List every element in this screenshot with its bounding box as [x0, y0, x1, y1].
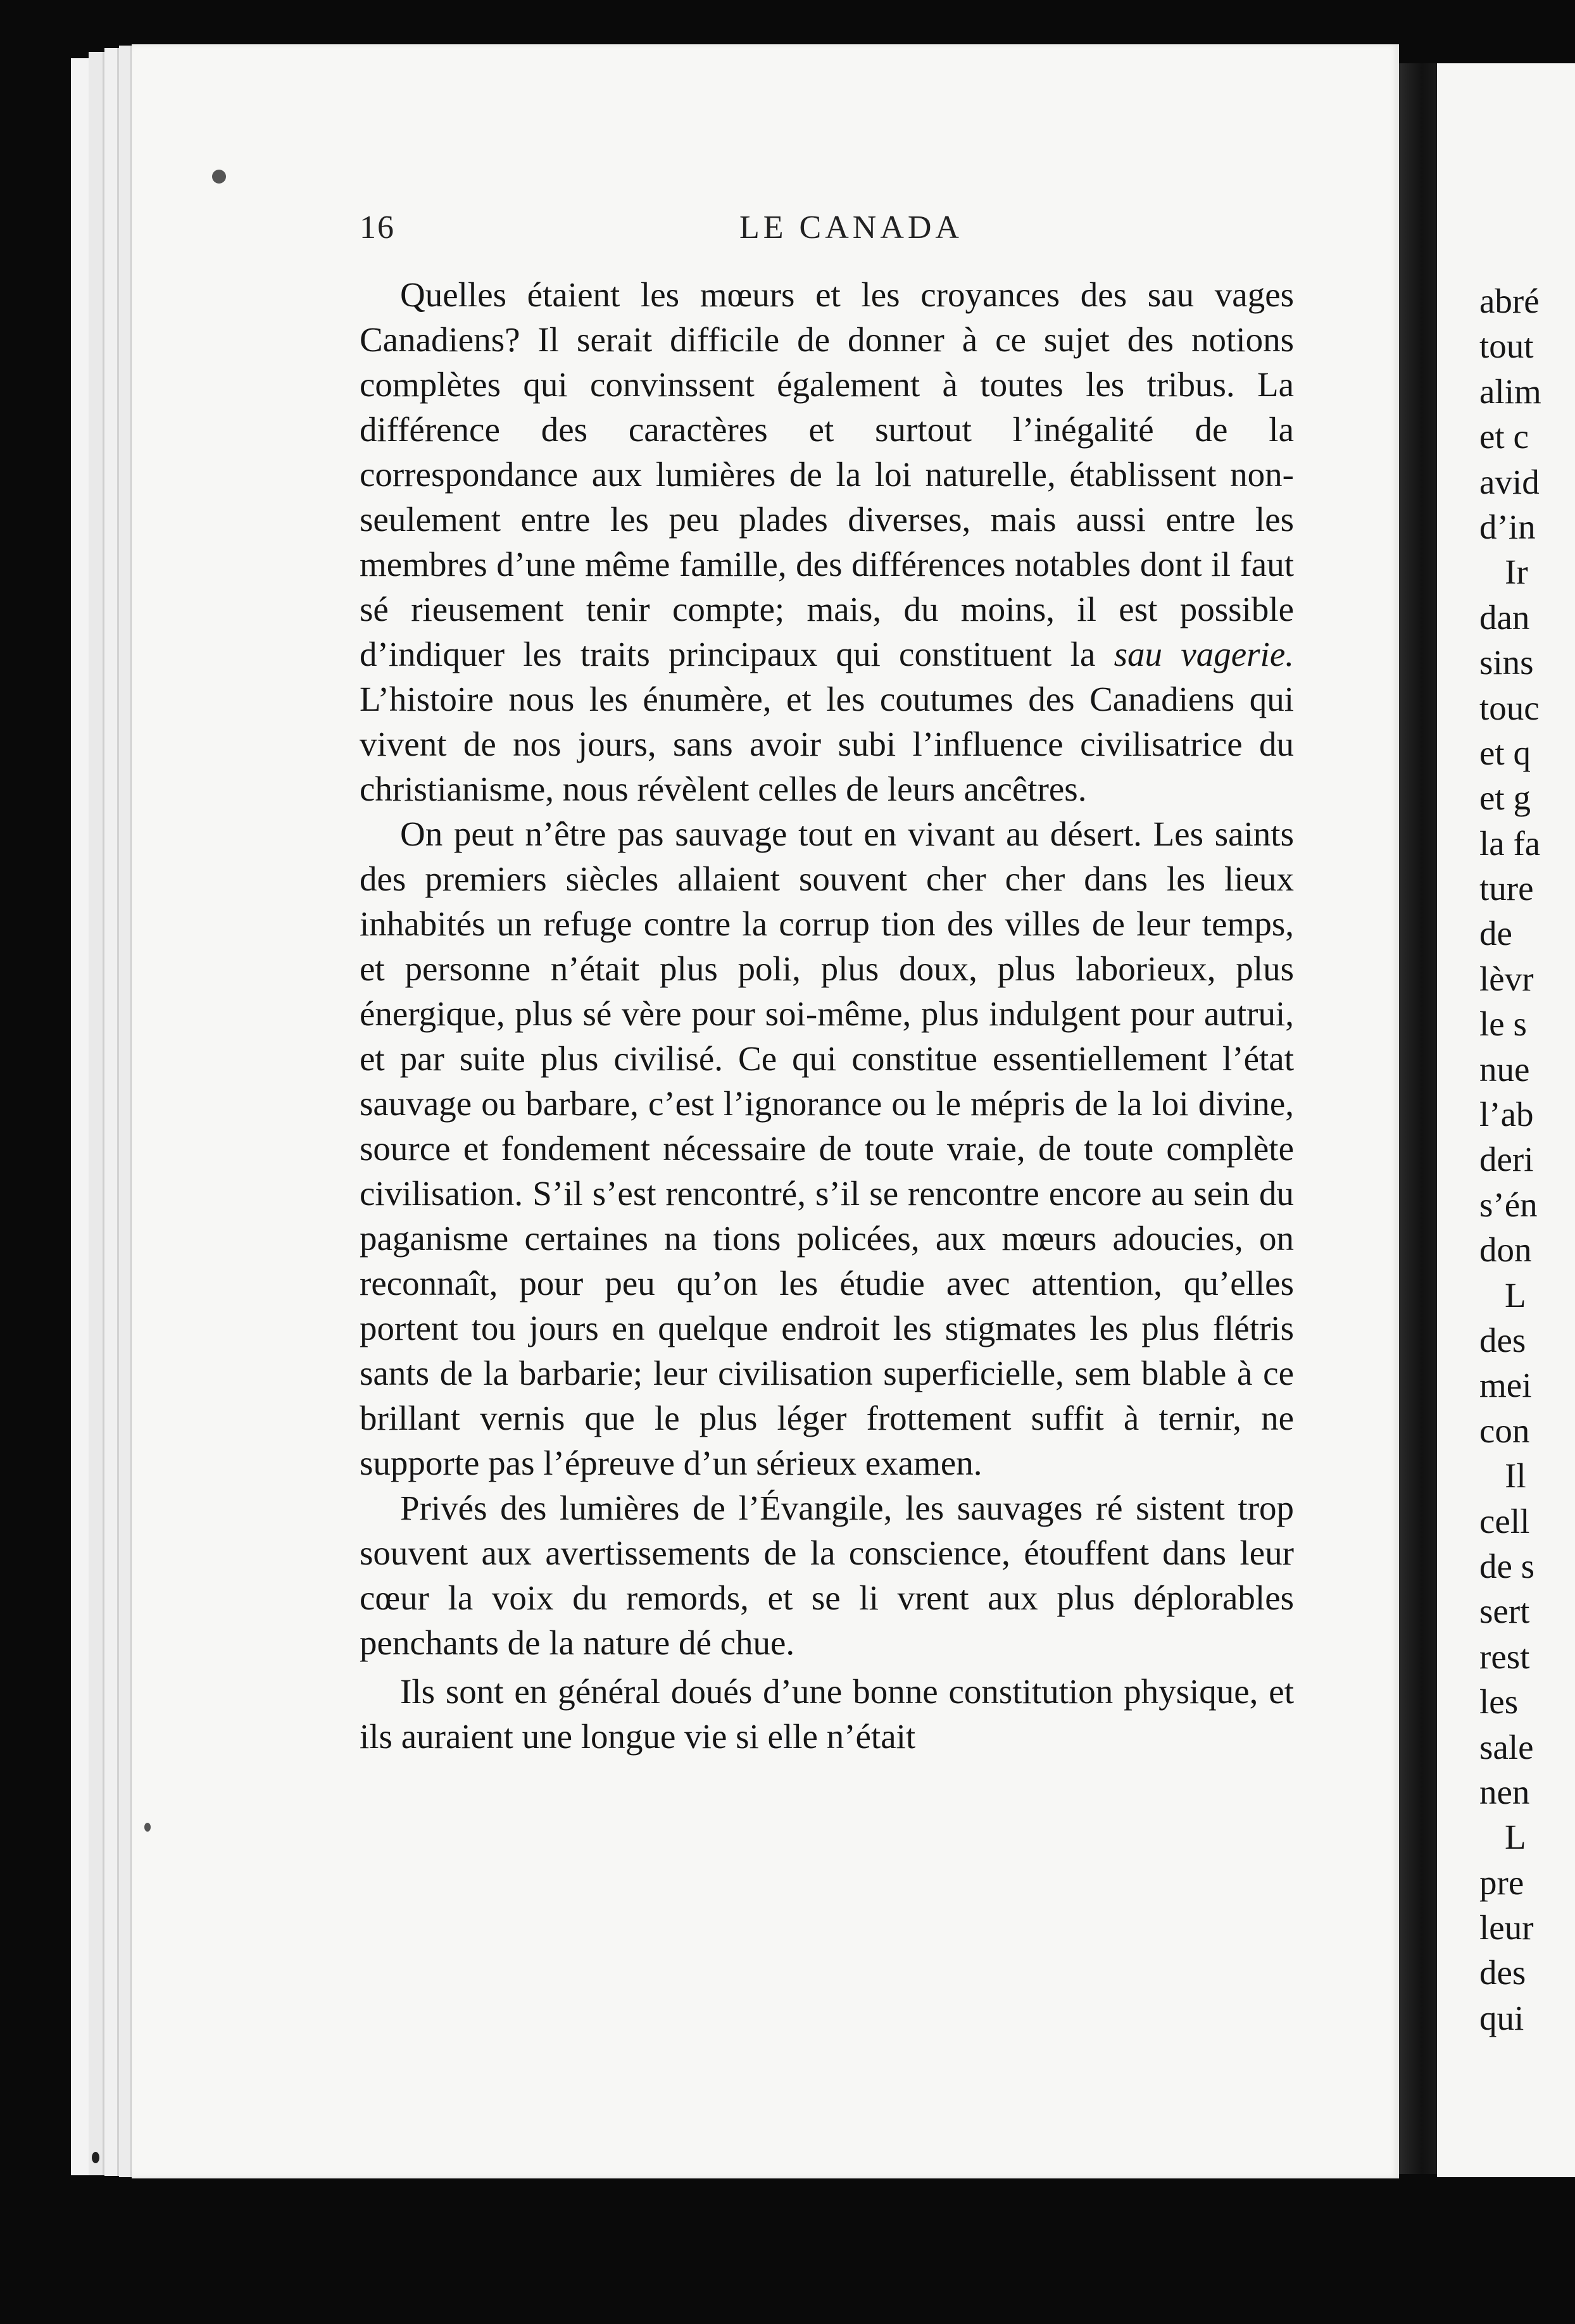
facing-text-fragment: leur — [1479, 1908, 1534, 1947]
text-line: Quelles étaient les mœurs et les croyances des sau — [400, 275, 1195, 314]
facing-text-fragment: des — [1479, 1953, 1526, 1992]
text-line: l’inégalité de la correspondance aux lumières de la loi — [360, 410, 1294, 494]
text-line: Ils sont en général doués d’une bonne constitution — [400, 1672, 1124, 1711]
text-line: suite plus civilisé. Ce qui constitue essentiellement l’état — [459, 1039, 1294, 1078]
text-line: toutes les tribus. La différence des caractères et surtout — [360, 365, 1294, 449]
facing-text-fragment: et q — [1479, 733, 1531, 772]
page-edge — [104, 48, 119, 2176]
text-line: blable à ce brillant vernis que le plus léger frottement — [360, 1354, 1294, 1437]
text-line: cher dans les lieux inhabités un refuge contre la corrup — [360, 859, 1294, 943]
paragraph — [360, 1485, 1294, 1665]
text-line: celles de leurs ancêtres. — [758, 770, 1087, 808]
text-line: On peut n’être pas sauvage tout en vivant au désert. — [400, 815, 1153, 853]
facing-text-fragment: Il — [1505, 1456, 1526, 1496]
facing-text-fragment: touc — [1479, 688, 1540, 727]
facing-text-fragment: la fa — [1479, 823, 1541, 863]
text-line: chue. — [720, 1623, 795, 1662]
text-line: même famille, des différences notables dont il faut sé — [360, 545, 1294, 628]
text-line: vages Canadiens? Il serait difficile de donner à ce sujet — [360, 275, 1295, 359]
text-line: Les saints des premiers siècles allaient souvent cher — [360, 815, 1294, 898]
text-line: de toute complète civilisation. S’il s’est rencontré, s’il se — [360, 1129, 1295, 1213]
facing-text-fragment: s’én — [1479, 1185, 1538, 1224]
facing-text-fragment: le s — [1479, 1004, 1527, 1044]
facing-text-fragment: sins — [1479, 643, 1534, 682]
facing-text-fragment: d’in — [1479, 507, 1536, 546]
speck — [144, 1823, 151, 1832]
facing-text-fragment: mei — [1479, 1366, 1532, 1405]
speck — [92, 2152, 99, 2163]
facing-page-text — [1479, 278, 1575, 2040]
facing-text-fragment: rest — [1479, 1637, 1530, 1676]
facing-text-fragment: L — [1505, 1275, 1526, 1315]
paragraph — [360, 272, 1294, 811]
text-line: des Canadiens qui vivent de nos jours, sans avoir subi — [360, 680, 1295, 763]
facing-text-fragment: don — [1479, 1230, 1532, 1270]
text-line: tions policées, aux mœurs adoucies, on reconnaît, pour — [360, 1219, 1295, 1303]
text-line: l’influence civilisatrice du christianisme, nous révèlent — [360, 725, 1295, 808]
facing-text-fragment: de — [1479, 914, 1512, 953]
facing-text-fragment: L — [1505, 1818, 1526, 1857]
book-gutter — [1399, 63, 1437, 2174]
text-line: vagerie. L’histoire nous les énumère, et les coutumes — [360, 635, 1294, 718]
text-line: jours en quelque endroit les stigmates les plus flétris — [529, 1309, 1294, 1347]
text-line: rieusement tenir compte; mais, du moins, il est possible — [411, 590, 1295, 628]
facing-text-fragment: sert — [1479, 1592, 1530, 1631]
text-line: vère pour soi-même, plus indulgent pour autrui, et par — [360, 994, 1295, 1078]
text-line: poli, plus doux, plus laborieux, plus énergique, plus sé — [360, 949, 1294, 1033]
text-line: vrent aux plus déplorables penchants de la nature dé — [360, 1578, 1295, 1662]
text-line: examen. — [865, 1444, 982, 1482]
text-line: peu qu’on les étudie avec attention, qu’elles portent tou — [360, 1264, 1294, 1347]
facing-text-fragment: et g — [1479, 778, 1531, 818]
text-line: sants de la barbarie; leur civilisation superficielle, sem — [360, 1354, 1131, 1392]
facing-text-fragment: lèvr — [1479, 959, 1534, 998]
facing-text-fragment: les — [1479, 1682, 1519, 1721]
facing-text-fragment: tout — [1479, 327, 1534, 366]
body-text — [360, 272, 1294, 1759]
text-line: d’indiquer les traits principaux qui constituent la sau — [360, 635, 1163, 673]
text-line: des notions complètes qui convinssent également à — [360, 320, 1294, 404]
text-line: loi divine, source et fondement nécessaire de toute vraie, — [360, 1084, 1294, 1168]
text-line: suffit à ternir, ne supporte pas l’épreuve d’un sérieux — [360, 1399, 1295, 1482]
facing-text-fragment: l’ab — [1479, 1095, 1534, 1134]
speck — [212, 170, 226, 184]
facing-text-fragment: alim — [1479, 372, 1541, 411]
facing-text-fragment: nue — [1479, 1049, 1530, 1089]
running-head — [0, 209, 1575, 266]
facing-text-fragment: de s — [1479, 1546, 1535, 1585]
text-line: naturelle, établissent non-seulement entre les peu — [360, 455, 1294, 539]
facing-text-fragment: dan — [1479, 597, 1530, 637]
facing-text-fragment: cell — [1479, 1501, 1530, 1540]
facing-text-fragment: Ir — [1505, 553, 1528, 592]
text-line: Privés des lumières de l’Évangile, les sauvages ré — [400, 1489, 1123, 1527]
text-line: physique, et ils auraient une longue vie si elle n’était — [360, 1672, 1294, 1756]
facing-text-fragment: deri — [1479, 1140, 1534, 1179]
text-line: sistent trop souvent aux avertissements de la conscience, — [360, 1489, 1295, 1572]
text-line: tion des villes de leur temps, et personne n’était plus — [360, 904, 1294, 988]
facing-text-fragment: sale — [1479, 1727, 1534, 1766]
running-title: LE CANADA — [739, 209, 963, 246]
paragraph — [360, 1669, 1294, 1759]
text-line: rencontre encore au sein du paganisme certaines na — [360, 1174, 1294, 1258]
page-edge — [89, 52, 104, 2175]
text-line: plades diverses, mais aussi entre les membres d’une — [360, 500, 1294, 584]
page-number: 16 — [360, 209, 395, 246]
facing-text-fragment: ture — [1479, 869, 1534, 908]
facing-text-fragment: et c — [1479, 417, 1529, 456]
text-line: étouffent dans leur cœur la voix du remords, et se li — [360, 1534, 1294, 1617]
facing-text-fragment: avid — [1479, 462, 1540, 501]
facing-text-fragment: pre — [1479, 1863, 1524, 1902]
paragraph — [360, 811, 1294, 1485]
facing-text-fragment: des — [1479, 1320, 1526, 1359]
facing-text-fragment: qui — [1479, 1998, 1524, 2037]
text-line: sauvage ou barbare, c’est l’ignorance ou le mépris de la — [360, 1084, 1152, 1123]
facing-text-fragment: nen — [1479, 1772, 1530, 1811]
facing-text-fragment: abré — [1479, 282, 1540, 320]
facing-text-fragment: con — [1479, 1411, 1530, 1450]
page-edge — [119, 46, 132, 2177]
